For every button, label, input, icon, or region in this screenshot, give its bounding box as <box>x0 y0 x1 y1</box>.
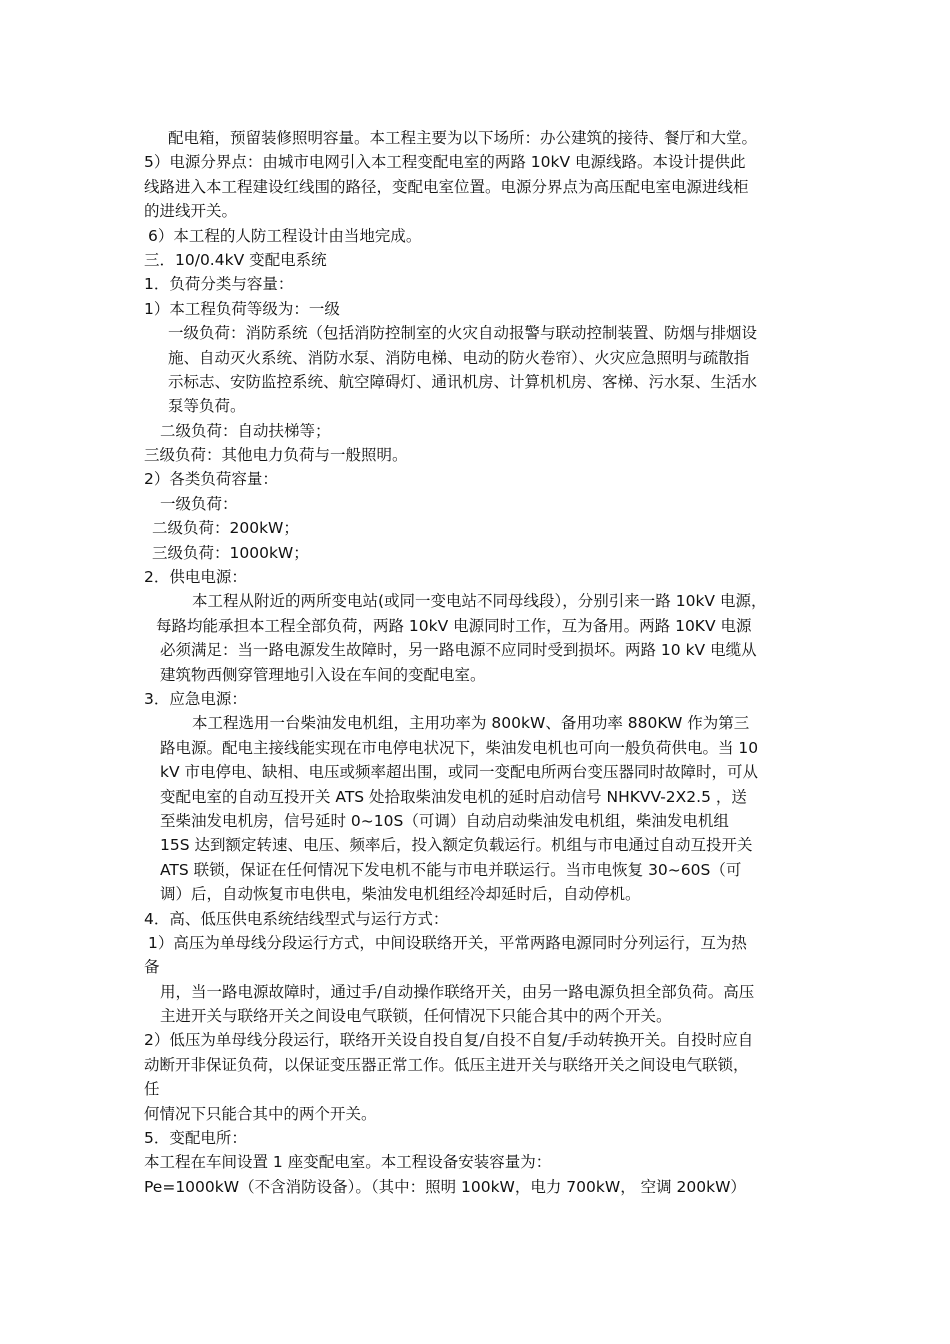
text-line: 示标志、安防监控系统、航空障碍灯、通讯机房、计算机机房、客梯、污水泵、生活水 <box>168 372 758 391</box>
text-line: 15S 达到额定转速、电压、频率后，投入额定负载运行。机组与市电通过自动互投开关 <box>160 836 753 855</box>
text-line: 的进线开关。 <box>144 202 238 221</box>
subsection-heading: 1．负荷分类与容量： <box>144 275 294 294</box>
text-line: 何情况下只能合其中的两个开关。 <box>144 1104 377 1123</box>
text-line: 本工程选用一台柴油发电机组，主用功率为 800kW、备用功率 880KW 作为第三 <box>192 714 750 733</box>
subsection-heading: 4．高、低压供电系统结线型式与运行方式： <box>144 909 449 928</box>
text-line: 一级负荷： <box>160 494 238 513</box>
text-line: 至柴油发电机房，信号延时 0~10S（可调）自动启动柴油发电机组，柴油发电机组 <box>160 811 729 830</box>
text-line: 1）本工程负荷等级为：一级 <box>144 299 340 318</box>
subsection-heading: 5．变配电所： <box>144 1129 247 1148</box>
text-line: 2）低压为单母线分段运行，联络开关设自投自复/自投不自复/手动转换开关。自投时应自 <box>144 1031 754 1050</box>
text-line: 二级负荷：200kW； <box>152 519 299 538</box>
document-body <box>144 126 816 1199</box>
text-line: 变配电室的自动互投开关 ATS 处拾取柴油发电机的延时启动信号 NHKVV-2X2.5 ，送 <box>160 787 747 806</box>
subsection-heading: 3．应急电源： <box>144 689 247 708</box>
text-line: 施、自动灭火系统、消防水泵、消防电梯、电动的防火卷帘）、火灾应急照明与疏散指 <box>168 348 750 367</box>
text-line: 必须满足：当一路电源发生故障时，另一路电源不应同时受到损坏。两路 10 kV 电缆从 <box>160 641 757 660</box>
text-line: 配电箱，预留装修照明容量。本工程主要为以下场所：办公建筑的接待、餐厅和大堂。 <box>168 129 758 147</box>
text-line: 路电源。配电主接线能实现在市电停电状况下，柴油发电机也可向一般负荷供电。当 10 <box>160 738 759 757</box>
text-line: 每路均能承担本工程全部负荷，两路 10kV 电源同时工作，互为备用。两路 10KV 电源 <box>156 616 752 635</box>
text-line: 主进开关与联络开关之间设电气联锁，任何情况下只能合其中的两个开关。 <box>160 1007 672 1026</box>
text-line: 泵等负荷。 <box>168 397 246 416</box>
text-line: 动断开非保证负荷，以保证变压器正常工作。低压主进开关与联络开关之间设电气联锁， <box>144 1055 749 1074</box>
text-line: 备 <box>144 958 160 977</box>
section-heading: 三．10/0.4kV 变配电系统 <box>144 250 327 269</box>
text-line: 本工程从附近的两所变电站(或同一变电站不同母线段），分别引来一路 10kV 电源， <box>192 592 767 611</box>
text-line: 二级负荷：自动扶梯等； <box>160 421 331 440</box>
text-line: 三级负荷：其他电力负荷与一般照明。 <box>144 446 408 465</box>
text-line: 5）电源分界点：由城市电网引入本工程变配电室的两路 10kV 电源线路。本设计提供此 <box>144 153 746 172</box>
text-line: 用，当一路电源故障时，通过手/自动操作联络开关，由另一路电源负担全部负荷。高压 <box>160 982 755 1001</box>
text-line: 本工程在车间设置 1 座变配电室。本工程设备安装容量为： <box>144 1153 552 1172</box>
text-line: 1）高压为单母线分段运行方式，中间设联络开关，平常两路电源同时分列运行，互为热 <box>148 933 747 952</box>
subsection-heading: 2．供电电源： <box>144 568 247 587</box>
text-line: 三级负荷：1000kW； <box>152 543 309 562</box>
text-line: kV 市电停电、缺相、电压或频率超出围，或同一变配电所两台变压器同时故障时，可从 <box>160 763 759 782</box>
text-line: 2）各类负荷容量： <box>144 470 278 489</box>
text-line: 调）后，自动恢复市电供电，柴油发电机组经冷却延时后，自动停机。 <box>160 885 641 904</box>
text-line: ATS 联锁，保证在任何情况下发电机不能与市电并联运行。当市电恢复 30~60S（可 <box>160 860 742 879</box>
text-line: 6）本工程的人防工程设计由当地完成。 <box>148 226 422 245</box>
text-line: 建筑物西侧穿管理地引入设在车间的变配电室。 <box>160 665 486 684</box>
text-line: 任 <box>144 1080 160 1099</box>
text-line: 线路进入本工程建设红线围的路径，变配电室位置。电源分界点为高压配电室电源进线柜 <box>144 177 749 196</box>
text-line: Pe=1000kW（不含消防设备）。（其中：照明 100kW，电力 700kW， 空调 200kW） <box>144 1177 746 1196</box>
text-line: 一级负荷：消防系统（包括消防控制室的火灾自动报警与联动控制装置、防烟与排烟设 <box>168 324 758 343</box>
